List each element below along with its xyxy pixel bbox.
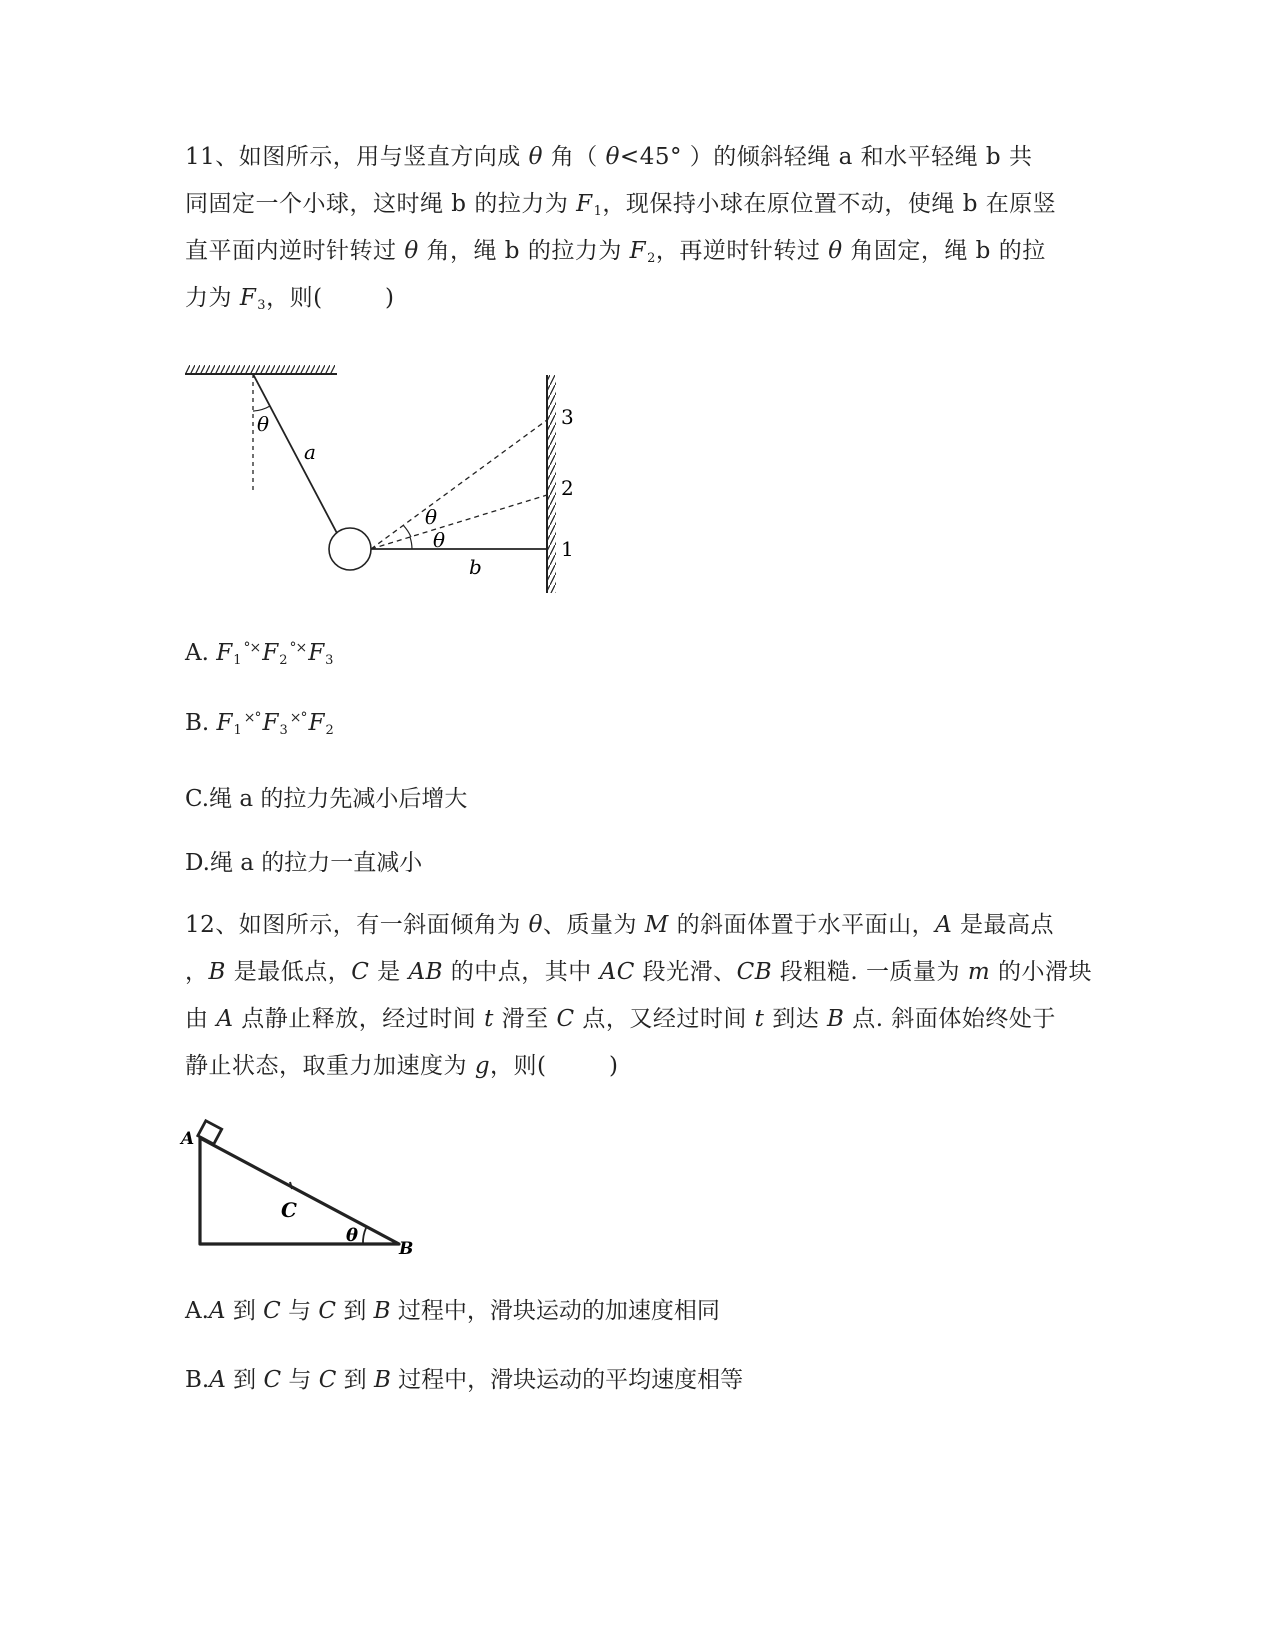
q11-option-d: D.绳 a 的拉力一直减小 — [185, 850, 423, 876]
ceiling — [185, 365, 337, 374]
q12-line-3: 由 A 点静止释放，经过时间 t 滑至 C 点，又经过时间 t 到达 B 点. 斜面体始终处于 — [185, 1006, 1056, 1032]
q11-line-3: 直平面内逆时针转过 θ 角，绳 b 的拉力为 $F_2$，再逆时针转过 θ 角固定，绳 b 的拉 — [185, 238, 1046, 266]
answer-blank — [547, 1053, 610, 1079]
theta-label-top: θ — [257, 412, 270, 436]
q12-incline-figure — [175, 1110, 435, 1270]
q12-line-4: 静止状态，取重力加速度为 g，则( ) — [185, 1053, 619, 1079]
label-theta: θ — [346, 1225, 359, 1246]
q11-line-2: 同固定一个小球，这时绳 b 的拉力为 $F_1$，现保持小球在原位置不动，使绳 b 在原竖 — [185, 191, 1057, 219]
wall-point-1: 1 — [561, 537, 574, 561]
q11-line-4: 力为 $F_3$，则( ) — [185, 285, 395, 313]
question-12-stem — [185, 902, 1092, 1090]
q12-line-1: 12、如图所示，有一斜面倾角为 θ、质量为 M 的斜面体置于水平面山，A 是最高点 — [185, 912, 1055, 938]
theta-label-upper: θ — [425, 505, 438, 529]
q12-option-a: A.A 到 C 与 C 到 B 过程中，滑块运动的加速度相同 — [185, 1298, 720, 1324]
wall — [547, 375, 556, 593]
q11-option-c: C.绳 a 的拉力先减小后增大 — [185, 786, 468, 812]
midpoint-tick — [290, 1182, 292, 1189]
wall-point-2: 2 — [561, 476, 574, 500]
rope-a — [253, 374, 339, 537]
theta-label-lower: θ — [433, 528, 446, 552]
question-11-stem — [185, 134, 1085, 322]
theta-arc — [363, 1228, 366, 1244]
rope-a-label: a — [304, 440, 316, 464]
theta-arc-top — [253, 406, 270, 411]
label-a: A — [181, 1129, 195, 1149]
q12-option-b: B.A 到 C 与 C 到 B 过程中，滑块运动的平均速度相等 — [185, 1367, 744, 1393]
dashed-rope-position-3 — [371, 420, 547, 549]
q11-option-b: B. $F_1^{\times^\circ}F_3^{\times^\circ}F_2$ — [185, 710, 334, 738]
theta-arc-lower — [410, 537, 412, 549]
q12-line-2: ，B 是最低点，C 是 AB 的中点，其中 AC 段光滑、CB 段粗糙. 一质量为 m 的小滑块 — [185, 959, 1092, 985]
incline-triangle — [200, 1138, 399, 1244]
wall-point-3: 3 — [561, 405, 574, 429]
label-b: B — [399, 1239, 414, 1259]
q11-line-1: 11、如图所示，用与竖直方向成 θ 角（ θ<45° ）的倾斜轻绳 a 和水平轻绳 b 共 — [185, 144, 1033, 170]
ball — [329, 528, 371, 570]
label-c: C — [281, 1198, 297, 1222]
q11-option-a: A. $F_1^{^\circ\times}F_2^{^\circ\times}F_3$ — [185, 640, 334, 668]
dashed-rope-position-2 — [371, 495, 547, 549]
rope-b-label: b — [469, 555, 482, 579]
q11-pendulum-figure — [175, 355, 605, 600]
theta-arc-upper — [403, 525, 411, 537]
answer-blank — [323, 285, 386, 311]
